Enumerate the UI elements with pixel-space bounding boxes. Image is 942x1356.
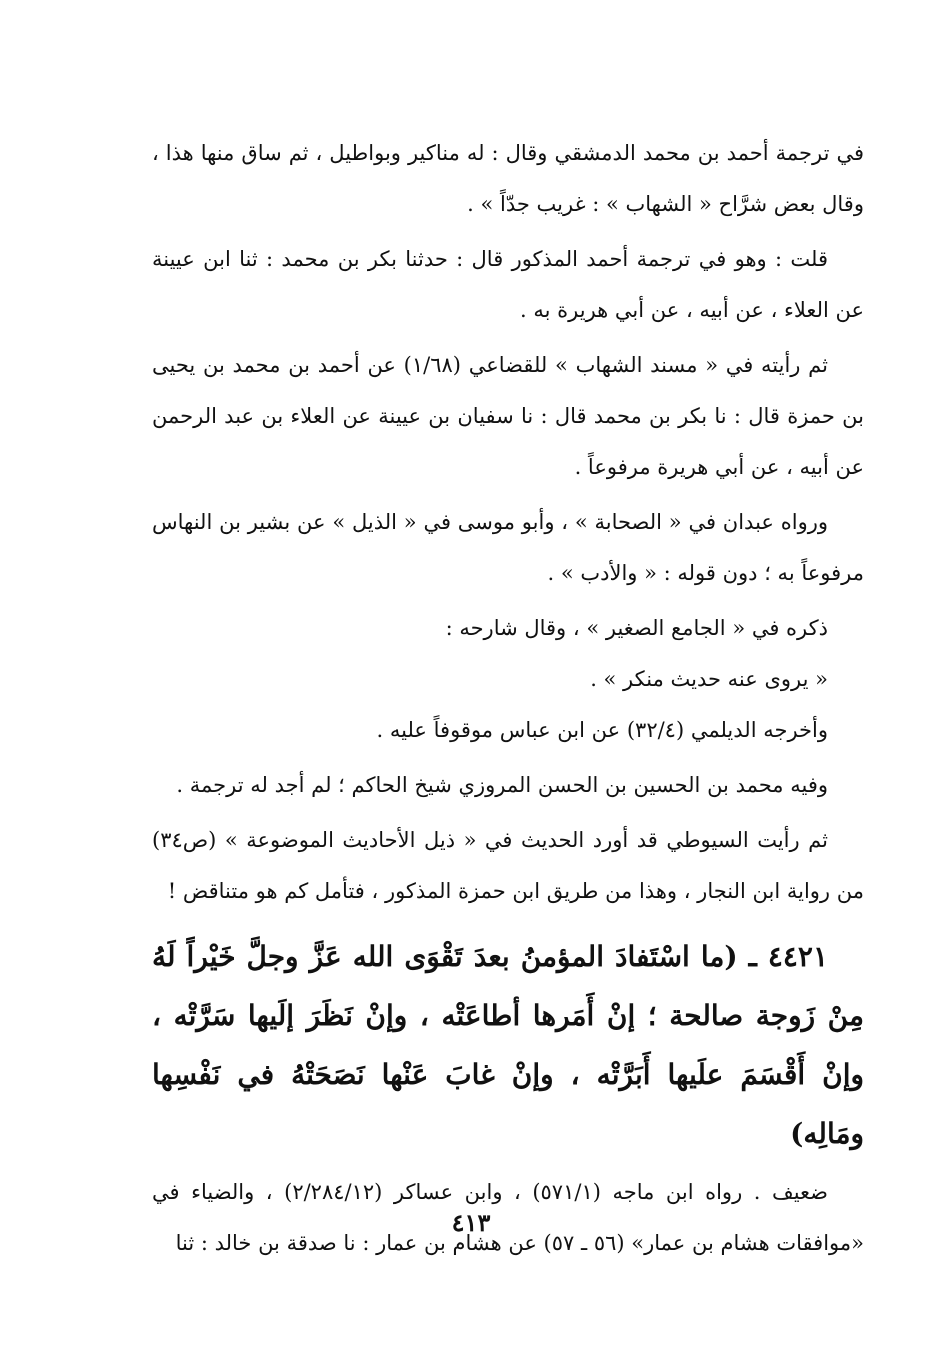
paragraph-1: في ترجمة أحمد بن محمد الدمشقي وقال : له مناكير وبواطيل ، ثم ساق منها هذا ، وقال بعض شرَّاح « الشهاب » : غريب جدّاً » . <box>152 141 864 216</box>
page-body <box>152 128 864 1269</box>
page-number: ٤١٣ <box>451 1208 491 1237</box>
paragraph-5: ذكره في « الجامع الصغير » ، وقال شارحه : <box>445 616 828 640</box>
paragraph-9: ثم رأيت السيوطي قد أورد الحديث في « ذيل الأحاديث الموضوعة » (ص٣٤) من رواية ابن النجار ، وهذا من طريق ابن حمزة المذكور ، فتأمل كم هو متناقض ! <box>152 828 864 903</box>
paragraph-6: « يروى عنه حديث منكر » . <box>590 667 828 691</box>
paragraph-7: وأخرجه الديلمي (٣٢/٤) عن ابن عباس موقوفاً عليه . <box>376 718 828 742</box>
paragraph-3: ثم رأيته في « مسند الشهاب » للقضاعي (١/٦٨) عن أحمد بن محمد بن يحيى بن حمزة قال : نا بكر بن محمد قال : نا سفيان بن عيينة عن العلاء بن عبد الرحمن عن أبيه ، عن أبي هريرة مرفوعاً . <box>152 353 864 479</box>
paragraph-8: وفيه محمد بن الحسين بن الحسن المروزي شيخ الحاكم ؛ لم أجد له ترجمة . <box>176 773 828 797</box>
hadith-text: ٤٤٢١ ـ (ما اسْتَفادَ المؤمنُ بعدَ تَقْوَى الله عَزَّ وجلَّ خَيْراً لَهُ مِنْ زَوجة صالحة ؛ إنْ أَمَرها أطاعَتْه ، وإنْ نَظَرَ إلَيها سَرَّتْه ، وإنْ أَقْسَمَ علَيها أَبَرَّتْه ، وإنْ غابَ عَنْها نَصَحَتْهُ في نَفْسِها ومَالِه) <box>152 940 864 1150</box>
paragraph-2: قلت : وهو في ترجمة أحمد المذكور قال : حدثنا بكر بن محمد : ثنا ابن عيينة عن العلاء ، عن أبيه ، عن أبي هريرة به . <box>152 247 864 322</box>
paragraph-4: ورواه عبدان في « الصحابة » ، وأبو موسى في « الذيل » عن بشير بن النهاس مرفوعاً به ؛ دون قوله : « والأدب » . <box>152 510 864 585</box>
commentary-paragraph: ضعيف . رواه ابن ماجه (٥٧١/١) ، وابن عساكر (٢/٢٨٤/١٢) ، والضياء في «موافقات هشام بن عمار» (٥٦ ـ ٥٧) عن هشام بن عمار : نا صدقة بن خالد : ثنا <box>152 1180 864 1255</box>
